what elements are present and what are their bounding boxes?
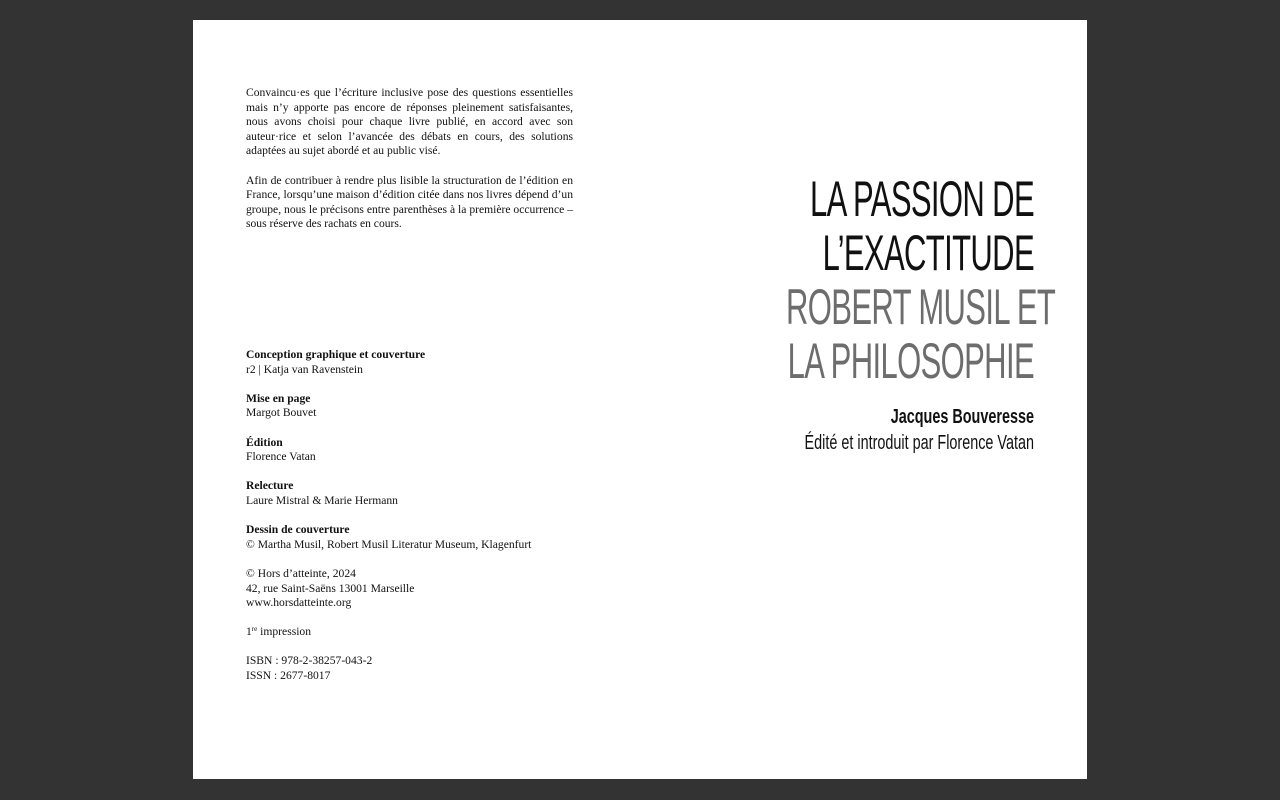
inclusive-writing-note: Convaincu·es que l’écriture inclusive pose des questions essentielles mais n’y apporte pas encore de réponses pleinement satisfaisantes, nous avons choisi pour chaque livre publié, en accord avec son auteur·rice et selon l’avancée des débats en cours, des solutions adaptées au sujet abordé et au public visé. (246, 86, 573, 158)
issn: ISSN : 2677-8017 (246, 669, 331, 683)
book-spread (193, 20, 1087, 779)
impression-text: impression (257, 625, 312, 639)
book-title-line-1: LA PASSION DE (810, 171, 1034, 227)
credit-proofreading (246, 479, 606, 508)
credit-edition (246, 436, 606, 465)
credit-heading: Mise en page (246, 391, 311, 405)
impression-suffix: re (251, 625, 258, 634)
isbn: ISBN : 978-2-38257-043-2 (246, 654, 373, 668)
publisher-info (246, 567, 606, 611)
left-page-notice (246, 86, 573, 232)
book-subtitle-line-1: ROBERT MUSIL ET (786, 279, 1056, 335)
credit-value: © Martha Musil, Robert Musil Literatur Museum, Klagenfurt (246, 537, 532, 551)
identifiers (246, 654, 606, 683)
publishing-groups-note: Afin de contribuer à rendre plus lisible la structuration de l’édition en France, lorsqu’une maison d’édition citée dans nos livres dépend d’un groupe, nous le précisons entre parenthèses à la première occurrence – sous réserve des rachats en cours. (246, 173, 573, 231)
credit-value: Margot Bouvet (246, 406, 317, 420)
impression-line (246, 625, 606, 640)
book-editor: Édité et introduit par Florence Vatan (804, 432, 1034, 454)
credit-layout (246, 392, 606, 421)
credit-heading: Dessin de couverture (246, 523, 350, 537)
credit-design (246, 348, 606, 377)
credits-section (246, 348, 606, 698)
credit-value: r2 | Katja van Ravenstein (246, 362, 363, 376)
title-page (634, 171, 1056, 456)
credit-cover-drawing (246, 523, 606, 552)
book-author: Jacques Bouveresse (890, 406, 1034, 428)
publisher-website: www.horsdatteinte.org (246, 596, 352, 610)
credit-heading: Relecture (246, 479, 294, 493)
book-title-line-2: L’EXACTITUDE (822, 225, 1034, 281)
credit-heading: Conception graphique et couverture (246, 348, 426, 361)
impression-number: 1 (246, 625, 252, 639)
book-subtitle-line-2: LA PHILOSOPHIE (787, 333, 1034, 389)
publisher-copyright: © Hors d’atteinte, 2024 (246, 566, 356, 580)
credit-value: Florence Vatan (246, 450, 316, 464)
credit-value: Laure Mistral & Marie Hermann (246, 493, 398, 507)
publisher-address: 42, rue Saint-Saëns 13001 Marseille (246, 581, 415, 595)
credit-heading: Édition (246, 435, 283, 449)
